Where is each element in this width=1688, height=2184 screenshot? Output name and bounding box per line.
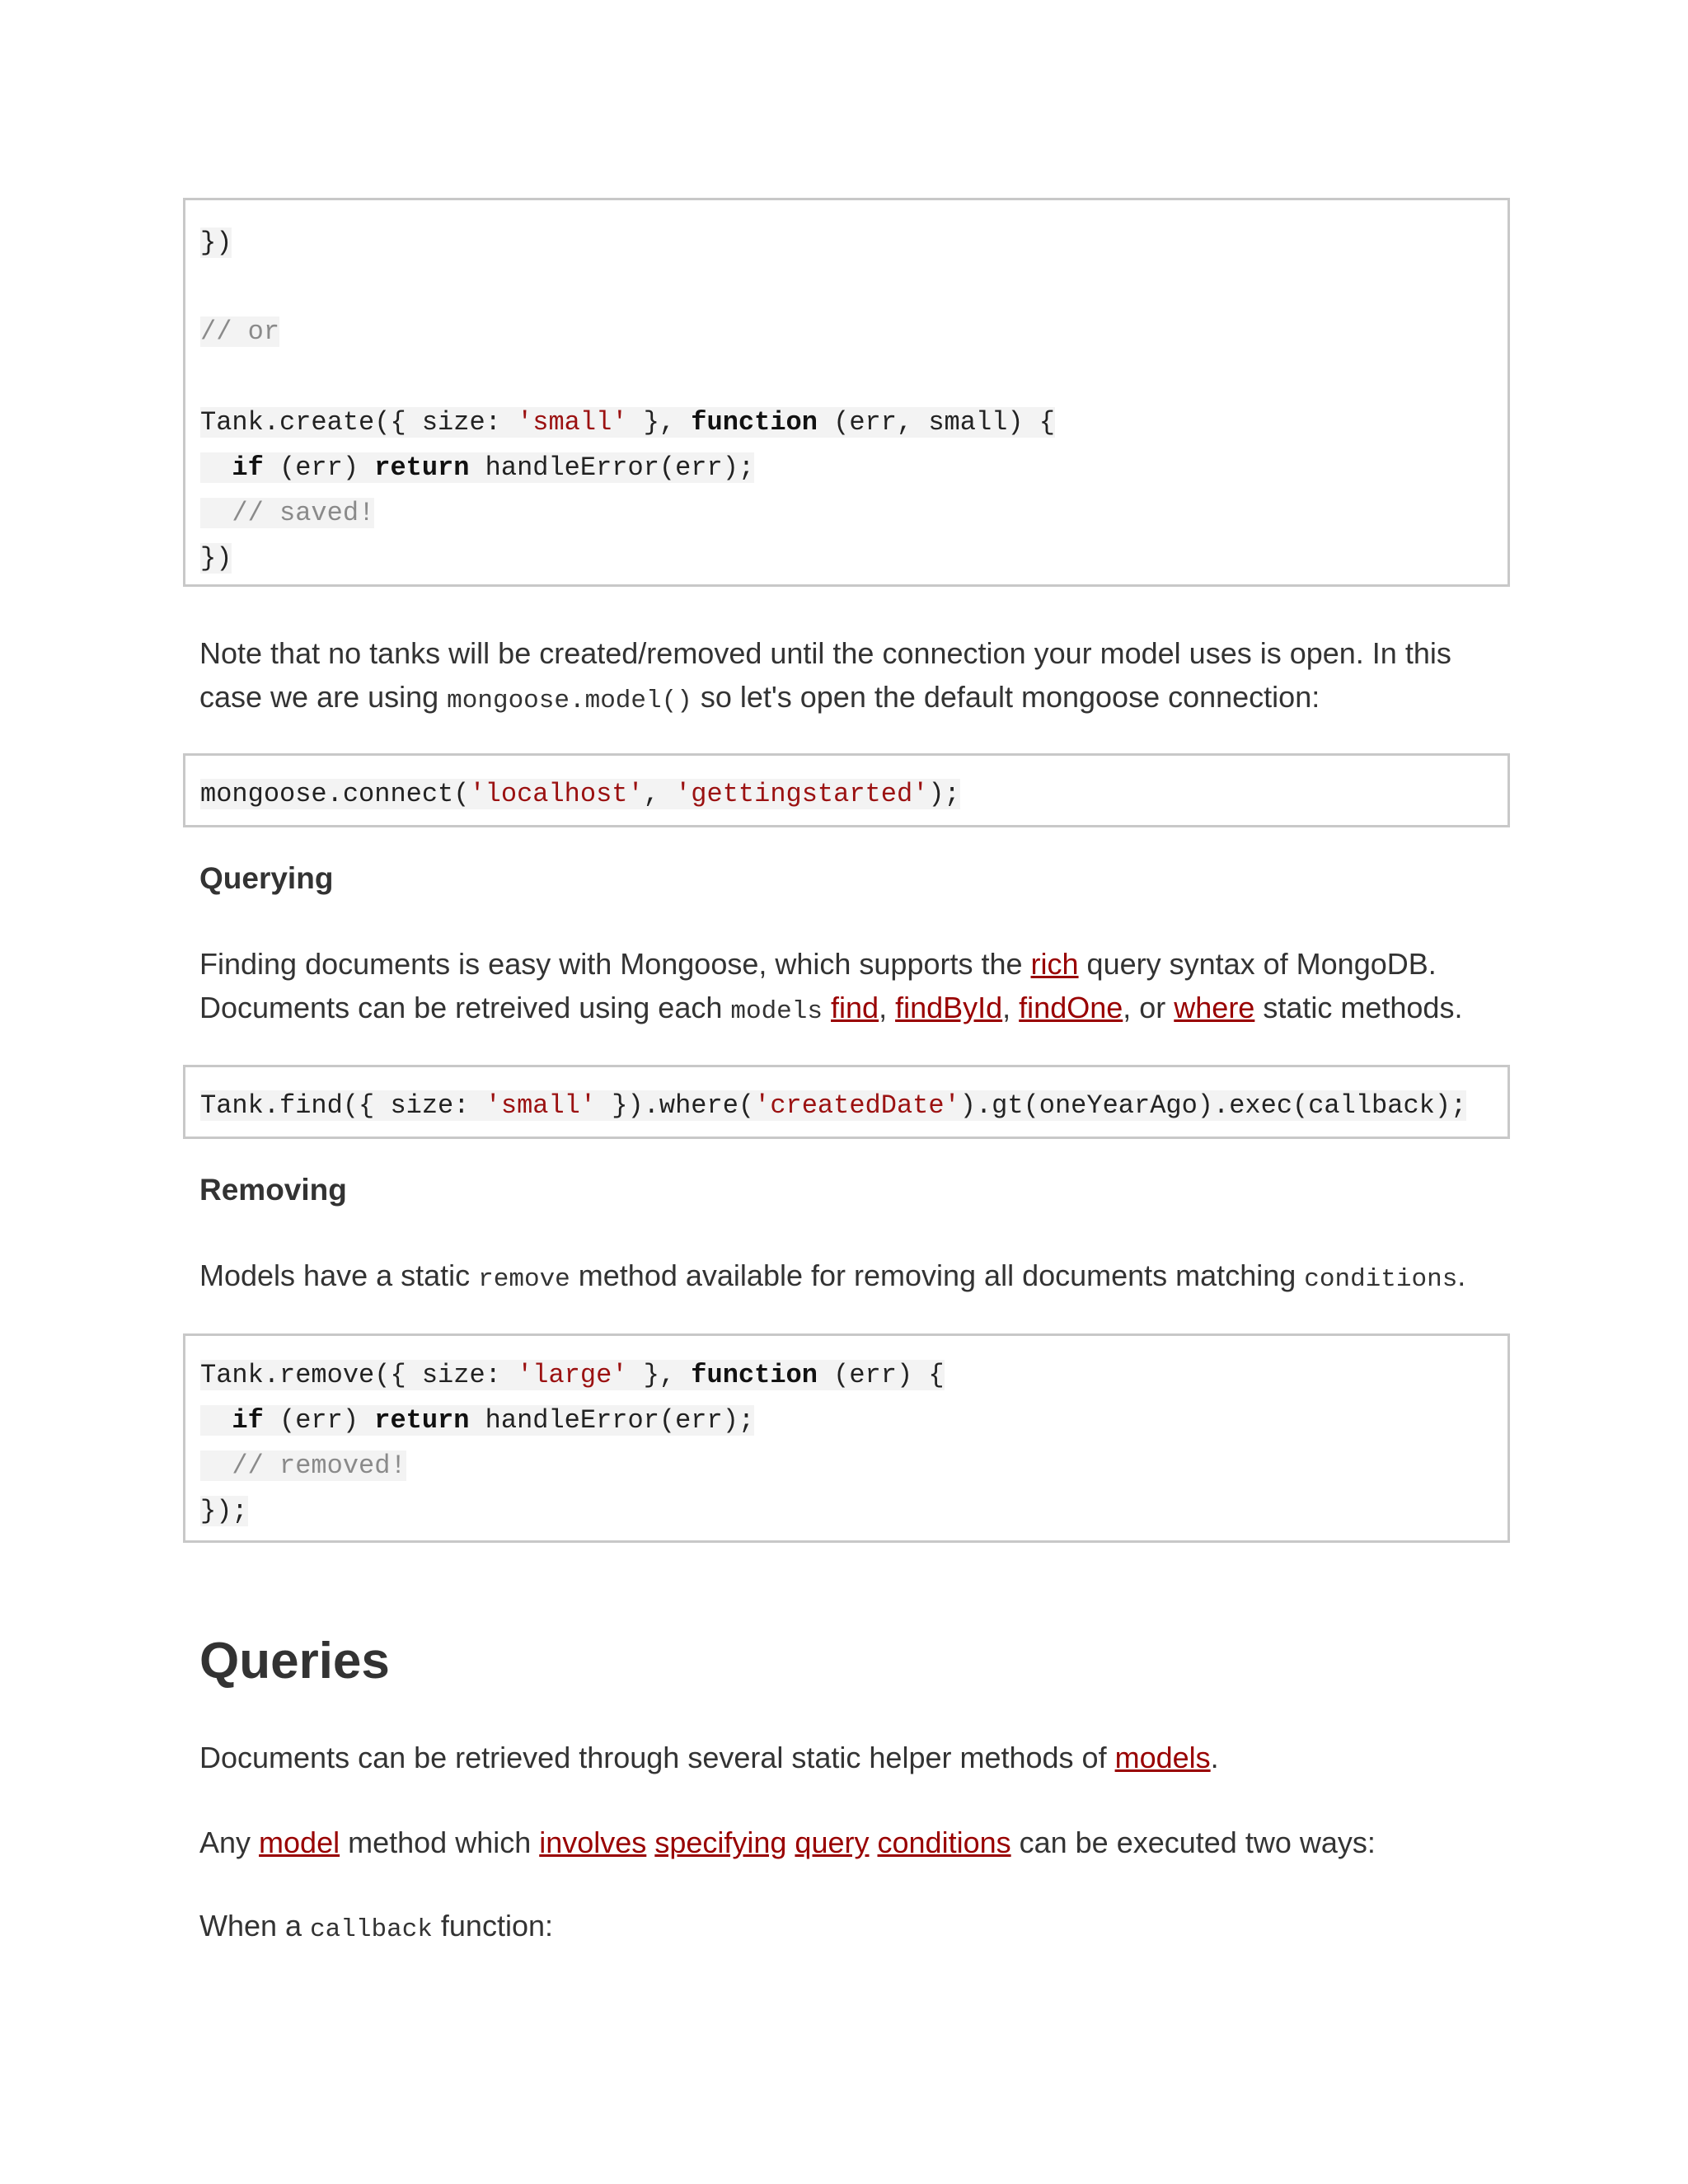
heading-queries: Queries — [199, 1633, 390, 1690]
link-models[interactable]: models — [1114, 1741, 1211, 1774]
text — [823, 991, 831, 1024]
code-text: (err) — [263, 452, 375, 483]
code-comment: // or — [200, 316, 280, 347]
text — [869, 1825, 877, 1859]
text: query syntax of MongoDB. — [1078, 947, 1437, 981]
code-string: 'small' — [485, 1090, 597, 1121]
code-line — [200, 1090, 1466, 1122]
code-text: Tank.find({ size: — [200, 1090, 485, 1121]
code-block-tank-find — [183, 1065, 1510, 1139]
code-line — [200, 1450, 406, 1483]
text: method available for removing all documents matching — [570, 1258, 1305, 1292]
code-line — [200, 1495, 248, 1528]
code-line — [200, 1404, 754, 1437]
text: function: — [432, 1909, 553, 1943]
code-keyword: return — [374, 1405, 470, 1436]
code-keyword: function — [691, 1360, 818, 1390]
paragraph-line: Note that no tanks will be created/removed until the connection your model uses is open. In this — [199, 636, 1451, 670]
link-query[interactable]: query — [795, 1825, 870, 1859]
code-keyword: if — [232, 1405, 264, 1436]
code-block-tank-create — [183, 198, 1510, 587]
code-text: mongoose.connect( — [200, 779, 470, 809]
paragraph-line — [199, 942, 1502, 986]
code-string: 'gettingstarted' — [675, 779, 929, 809]
code-text: (err, small) { — [817, 407, 1055, 438]
text: Any — [199, 1825, 260, 1859]
code-comment: // saved! — [200, 498, 375, 528]
text — [646, 1825, 654, 1859]
paragraph-removing — [199, 1254, 1502, 1301]
paragraph-line — [199, 675, 1502, 723]
code-text: Tank.remove({ size: — [200, 1360, 518, 1390]
text: Documents can be retreived using each — [199, 991, 731, 1024]
code-indent — [200, 1405, 232, 1436]
inline-code: remove — [478, 1265, 570, 1294]
inline-code: mongoose.model() — [447, 687, 692, 715]
code-text: }, — [627, 407, 692, 438]
link-involves[interactable]: involves — [539, 1825, 647, 1859]
paragraph-note — [199, 631, 1502, 723]
code-text: }) — [200, 543, 232, 574]
code-keyword: return — [374, 452, 470, 483]
code-text: }); — [200, 1496, 248, 1526]
text: can be executed two ways: — [1010, 1825, 1376, 1859]
text: Finding documents is easy with Mongoose, which supports the — [199, 947, 1031, 981]
link-findbyid[interactable]: findById — [895, 991, 1003, 1024]
code-text: }, — [627, 1360, 692, 1390]
code-string: 'large' — [517, 1360, 628, 1390]
code-text: ).gt(oneYearAgo).exec(callback); — [959, 1090, 1467, 1121]
code-block-tank-remove — [183, 1333, 1510, 1543]
link-findone[interactable]: findOne — [1019, 991, 1123, 1024]
link-rich[interactable]: rich — [1030, 947, 1079, 981]
inline-code: callback — [310, 1915, 433, 1944]
code-text: (err) { — [817, 1360, 945, 1390]
code-text: handleError(err); — [469, 1405, 755, 1436]
code-string: 'small' — [517, 407, 628, 438]
inline-code: models — [730, 997, 823, 1026]
paragraph-callback — [199, 1904, 1502, 1952]
code-line — [200, 227, 232, 260]
paragraph-querying — [199, 942, 1502, 1033]
paragraph-line — [199, 986, 1502, 1033]
paragraph-line — [199, 1904, 1502, 1952]
text: . — [1210, 1741, 1219, 1774]
code-keyword: if — [232, 452, 264, 483]
code-line — [200, 1359, 945, 1392]
text: so let's open the default mongoose connection: — [692, 680, 1320, 714]
text: method which — [340, 1825, 540, 1859]
code-text: , — [643, 779, 676, 809]
paragraph-line — [199, 1821, 1502, 1864]
paragraph-queries-2 — [199, 1821, 1502, 1864]
text: static methods. — [1254, 991, 1463, 1024]
heading-querying: Querying — [199, 861, 334, 895]
code-text: (err) — [263, 1405, 375, 1436]
code-text: handleError(err); — [469, 452, 755, 483]
code-string: 'createdDate' — [754, 1090, 960, 1121]
paragraph-queries-1 — [199, 1736, 1502, 1779]
text: case we are using — [199, 680, 448, 714]
paragraph-line — [199, 1736, 1502, 1779]
heading-removing: Removing — [199, 1173, 347, 1207]
link-conditions[interactable]: conditions — [877, 1825, 1011, 1859]
link-find[interactable]: find — [831, 991, 879, 1024]
code-block-mongoose-connect — [183, 753, 1510, 827]
code-text: }) — [200, 227, 232, 258]
code-comment: // removed! — [200, 1451, 406, 1481]
code-text: ); — [928, 779, 960, 809]
code-keyword: function — [691, 407, 818, 438]
text: Documents can be retrieved through several static helper methods of — [199, 1741, 1115, 1774]
text: When a — [199, 1909, 311, 1943]
code-text: }).where( — [596, 1090, 755, 1121]
text: , — [879, 991, 896, 1024]
code-indent — [200, 452, 232, 483]
link-where[interactable]: where — [1174, 991, 1255, 1024]
text: , — [1002, 991, 1020, 1024]
text: , or — [1123, 991, 1175, 1024]
link-model[interactable]: model — [259, 1825, 340, 1859]
code-text: Tank.create({ size: — [200, 407, 518, 438]
code-line — [200, 452, 754, 485]
text — [786, 1825, 795, 1859]
inline-code: conditions — [1304, 1265, 1458, 1294]
code-line — [200, 542, 232, 575]
text: Models have a static — [199, 1258, 479, 1292]
code-line — [200, 778, 960, 811]
code-line — [200, 406, 1055, 439]
link-specifying[interactable]: specifying — [654, 1825, 787, 1859]
code-line — [200, 497, 374, 530]
code-line — [200, 316, 279, 349]
code-string: 'localhost' — [469, 779, 644, 809]
text: . — [1457, 1258, 1466, 1292]
paragraph-line — [199, 1254, 1502, 1301]
